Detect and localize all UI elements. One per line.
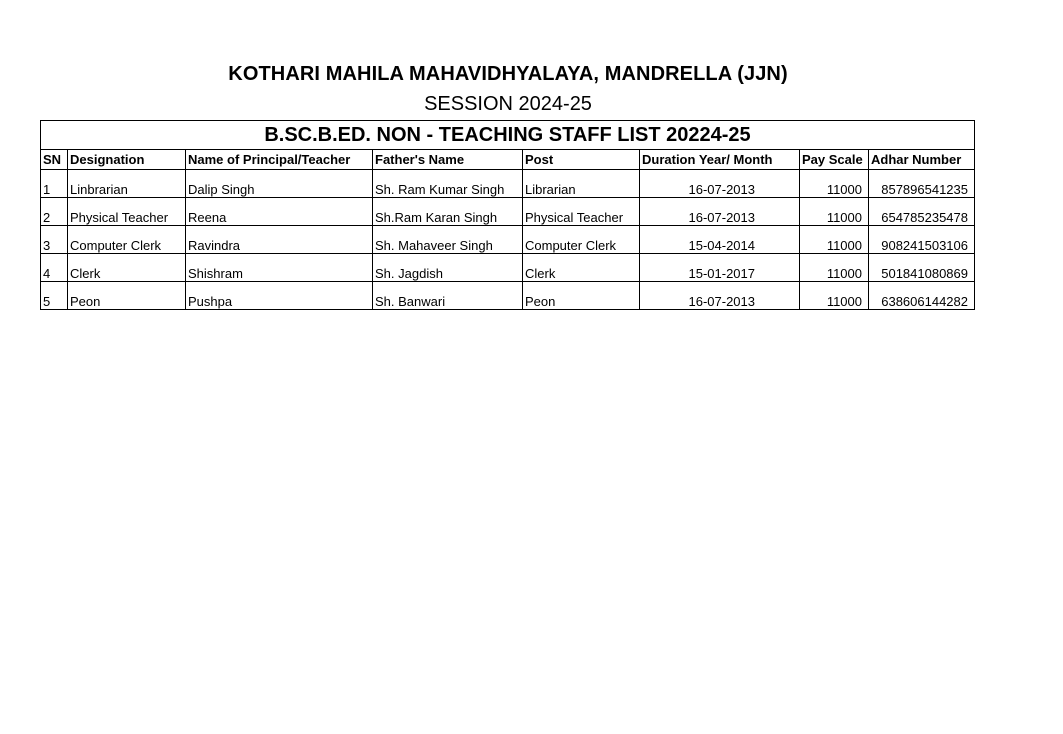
college-title: KOTHARI MAHILA MAHAVIDHYALAYA, MANDRELLA (JJN) [228, 63, 788, 85]
cell-post: Librarian [523, 170, 640, 198]
session-title: SESSION 2024-25 [424, 93, 592, 115]
column-header-post: Post [523, 150, 640, 170]
table-row [41, 254, 975, 282]
cell-pay-scale: 11000 [800, 254, 869, 282]
cell-adhar-number: 654785235478 [869, 198, 975, 226]
staff-table [40, 120, 975, 310]
cell-adhar-number: 501841080869 [869, 254, 975, 282]
table-row [41, 198, 975, 226]
cell-designation: Physical Teacher [68, 198, 186, 226]
cell-duration: 15-01-2017 [640, 254, 800, 282]
cell-duration: 16-07-2013 [640, 170, 800, 198]
cell-pay-scale: 11000 [800, 198, 869, 226]
cell-father-name: Sh. Jagdish [373, 254, 523, 282]
cell-sn: 2 [41, 198, 68, 226]
cell-name: Ravindra [186, 226, 373, 254]
table-title: B.SC.B.ED. NON - TEACHING STAFF LIST 20224-25 [41, 121, 975, 150]
cell-adhar-number: 908241503106 [869, 226, 975, 254]
cell-name: Dalip Singh [186, 170, 373, 198]
cell-pay-scale: 11000 [800, 170, 869, 198]
column-header-adhar-number: Adhar Number [869, 150, 975, 170]
cell-adhar-number: 638606144282 [869, 282, 975, 310]
cell-post: Computer Clerk [523, 226, 640, 254]
cell-sn: 1 [41, 170, 68, 198]
cell-name: Shishram [186, 254, 373, 282]
cell-sn: 3 [41, 226, 68, 254]
cell-father-name: Sh. Banwari [373, 282, 523, 310]
cell-post: Peon [523, 282, 640, 310]
table-header-row [41, 150, 975, 170]
cell-sn: 5 [41, 282, 68, 310]
cell-name: Pushpa [186, 282, 373, 310]
cell-duration: 16-07-2013 [640, 282, 800, 310]
table-row [41, 226, 975, 254]
column-header-father-name: Father's Name [373, 150, 523, 170]
cell-sn: 4 [41, 254, 68, 282]
cell-post: Physical Teacher [523, 198, 640, 226]
cell-designation: Computer Clerk [68, 226, 186, 254]
cell-father-name: Sh. Mahaveer Singh [373, 226, 523, 254]
cell-duration: 15-04-2014 [640, 226, 800, 254]
column-header-pay-scale: Pay Scale [800, 150, 869, 170]
table-row [41, 170, 975, 198]
column-header-duration: Duration Year/ Month [640, 150, 800, 170]
cell-designation: Peon [68, 282, 186, 310]
cell-designation: Clerk [68, 254, 186, 282]
cell-name: Reena [186, 198, 373, 226]
cell-pay-scale: 11000 [800, 226, 869, 254]
cell-duration: 16-07-2013 [640, 198, 800, 226]
column-header-sn: SN [41, 150, 68, 170]
cell-father-name: Sh. Ram Kumar Singh [373, 170, 523, 198]
cell-designation: Linbrarian [68, 170, 186, 198]
cell-father-name: Sh.Ram Karan Singh [373, 198, 523, 226]
cell-post: Clerk [523, 254, 640, 282]
column-header-name: Name of Principal/Teacher [186, 150, 373, 170]
cell-adhar-number: 857896541235 [869, 170, 975, 198]
table-row [41, 282, 975, 310]
cell-pay-scale: 11000 [800, 282, 869, 310]
column-header-designation: Designation [68, 150, 186, 170]
